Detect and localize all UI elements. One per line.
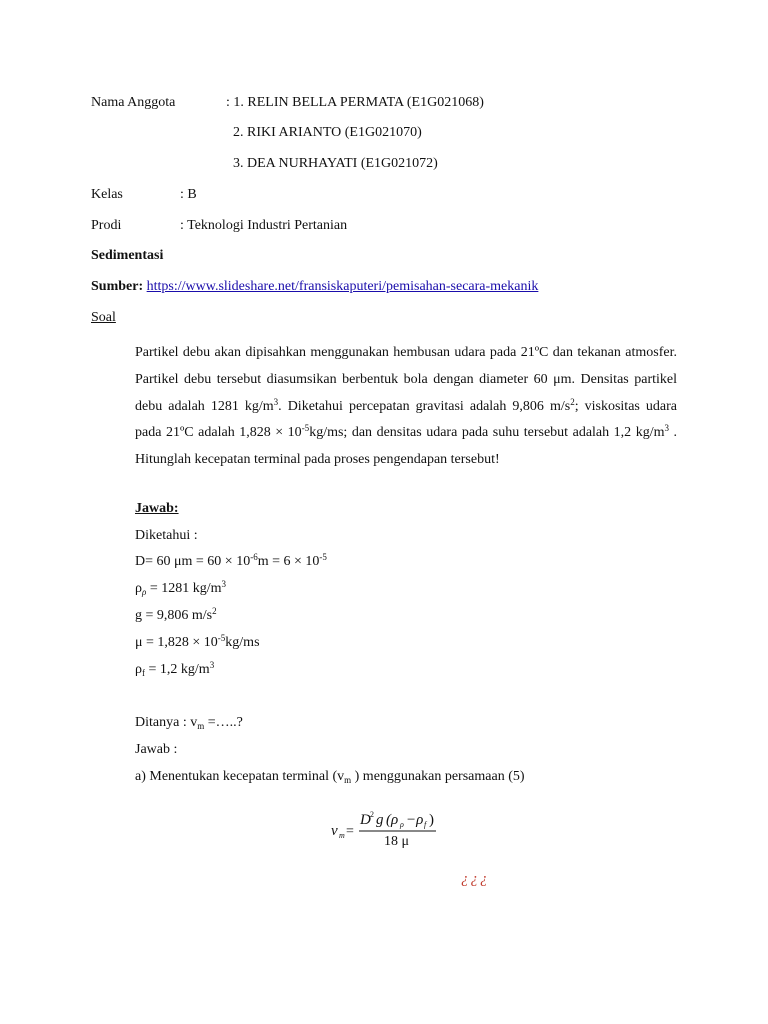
problem-sup-3: -5 (301, 423, 310, 434)
problem-paragraph (135, 340, 677, 474)
source-link[interactable]: https://www.slideshare.net/fransiskaputeri/pemisahan-secara-mekanik (146, 279, 539, 294)
problem-text-4: kg/ms; dan densitas udara pada suhu tersebut adalah 1,2 kg/m (309, 425, 665, 441)
given-viscosity (135, 634, 260, 652)
step-a-1: a) Menentukan kecepatan terminal (v (135, 769, 345, 784)
given-rho-p-sub: ρ (142, 587, 147, 597)
formula-num-rho-f: f (424, 820, 427, 829)
given-diameter-b: m = 6 × 10 (257, 554, 320, 569)
formula-num-minus: −ρ (406, 812, 424, 828)
given-rho-f-b: = 1,2 kg/m (145, 662, 210, 677)
problem-sup-2: 2 (570, 396, 575, 407)
terminal-velocity-formula (330, 808, 450, 854)
formula-num-rho-p: ρ (400, 820, 404, 829)
step-a (135, 768, 525, 786)
prodi-label: Prodi (91, 218, 122, 233)
given-rho-p-a: ρ (135, 581, 142, 596)
problem-text-1: Partikel debu akan dipisahkan menggunakan hembusan udara pada 21ºC dan tekanan atmosfer. Partikel debu tersebut diasumsikan berbentuk bola dengan diameter 60 μm. Densitas partikel debu adalah 1281 kg/m (135, 345, 677, 414)
formula-denominator: 18 μ (384, 834, 410, 849)
problem-text-2: . Diketahui percepatan gravitasi adalah 9,806 m/s (278, 398, 571, 414)
given-rho-f-a: ρ (135, 662, 142, 677)
formula-num-rho: (ρ (386, 812, 399, 828)
nama-anggota-label: Nama Anggota (91, 95, 176, 110)
topic-title: Sedimentasi (91, 248, 164, 263)
ditanya-sub: m (197, 721, 205, 731)
member-3: 3. DEA NURHAYATI (E1G021072) (233, 156, 438, 171)
ditanya-a: Ditanya : v (135, 715, 198, 730)
garbled-glyphs: ¿¿¿ (461, 871, 490, 887)
formula-num-close: ) (429, 812, 434, 828)
formula-num-d: D (360, 812, 371, 828)
formula-lhs: v (331, 823, 338, 839)
kelas-label: Kelas (91, 187, 123, 202)
problem-sup-4: 3 (664, 423, 669, 434)
given-viscosity-b: kg/ms (225, 635, 260, 650)
source-line (91, 278, 538, 296)
step-a-2: ) menggunakan persamaan (5) (351, 769, 525, 784)
jawab-label: Jawab : (135, 742, 178, 757)
given-gravity-exp: 2 (212, 606, 217, 616)
jawab-heading: Jawab: (135, 501, 179, 516)
given-diameter-exp2: -5 (319, 552, 327, 562)
given-rho-f-sub: f (142, 668, 145, 678)
member-1: : 1. RELIN BELLA PERMATA (E1G021068) (226, 95, 484, 110)
problem-text-5: . Hitunglah kecepatan terminal pada proses pengendapan tersebut! (135, 425, 678, 468)
problem-text-3: ; viskositas udara pada 21ºC adalah 1,828 × 10 (135, 398, 677, 441)
formula-lhs-sub: m (339, 831, 345, 840)
given-rho-f (135, 661, 214, 679)
problem-sup-1: 3 (273, 396, 279, 407)
given-gravity-a: g = 9,806 m/s (135, 608, 213, 623)
formula-num-exp: 2 (370, 810, 374, 819)
given-gravity (135, 607, 217, 625)
soal-label: Soal (91, 310, 116, 325)
given-viscosity-a: μ = 1,828 × 10 (135, 635, 218, 650)
formula-num-g: g (376, 812, 384, 828)
ditanya-line (135, 714, 243, 732)
source-label: Sumber: (91, 279, 144, 294)
given-rho-p (135, 580, 226, 598)
kelas-value: : B (180, 187, 197, 202)
member-2: 2. RIKI ARIANTO (E1G021070) (233, 125, 422, 140)
diketahui-label: Diketahui : (135, 528, 198, 543)
step-a-sub: m (344, 775, 352, 785)
formula-equals: = (346, 824, 354, 839)
ditanya-b: =…..? (204, 715, 243, 730)
given-rho-p-b: = 1281 kg/m (146, 581, 222, 596)
prodi-value: : Teknologi Industri Pertanian (180, 218, 348, 233)
given-diameter-exp1: -6 (250, 552, 258, 562)
given-diameter-a: D= 60 μm = 60 × 10 (135, 554, 251, 569)
given-viscosity-exp: -5 (217, 633, 226, 643)
given-rho-f-exp: 3 (209, 660, 215, 670)
given-diameter (135, 553, 327, 571)
given-rho-p-exp: 3 (221, 579, 227, 589)
